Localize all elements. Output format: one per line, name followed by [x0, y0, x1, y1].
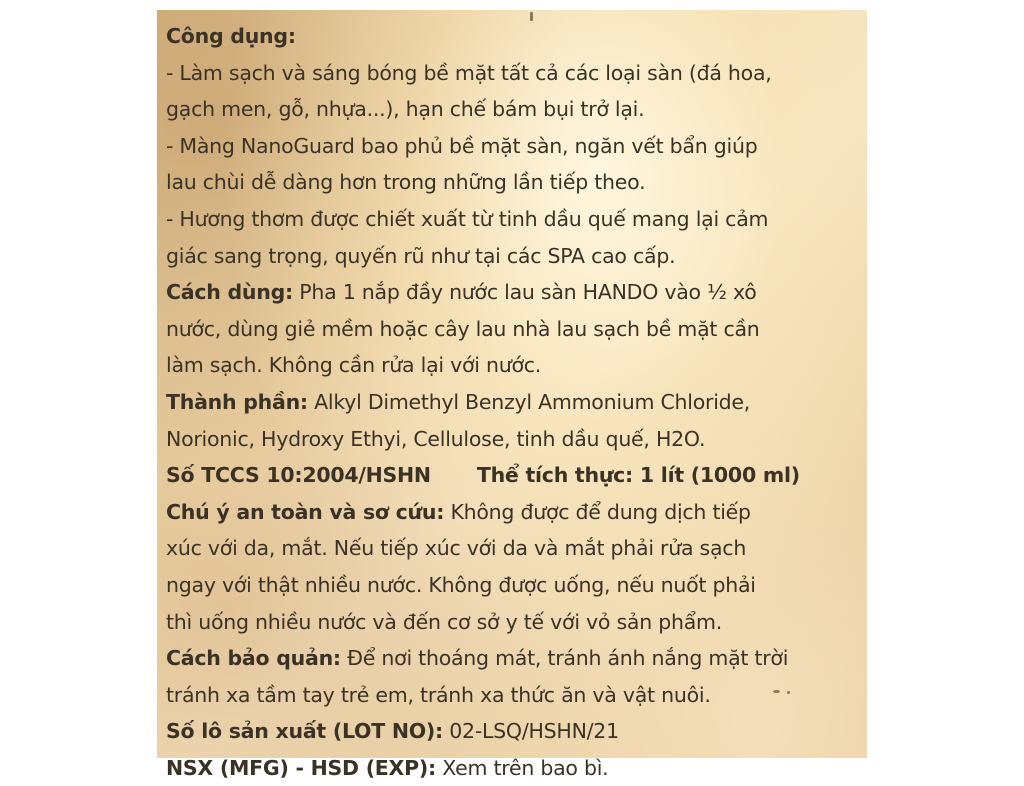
safety-line-1 [166, 494, 866, 531]
usage-heading: Cách dùng: [166, 280, 293, 305]
usage-text-1: Pha 1 nắp đầy nước lau sàn HANDO vào ½ xô [293, 280, 757, 305]
lot-heading: Số lô sản xuất (LOT NO): [166, 719, 443, 744]
net-volume: Thể tích thực: 1 lít (1000 ml) [476, 463, 800, 488]
product-label-photo [157, 10, 867, 780]
uses-line-4: lau chùi dễ dàng hơn trong những lần tiếp theo. [166, 170, 646, 195]
uses-line-6: giác sang trọng, quyến rũ như tại các SPA cao cấp. [166, 243, 676, 268]
safety-line-4: thì uống nhiều nước và đến cơ sở y tế với vỏ sản phẩm. [166, 609, 723, 634]
label-text [166, 18, 866, 786]
uses-heading: Công dụng: [166, 24, 296, 48]
uses-line-3: - Màng NanoGuard bao phủ bề mặt sàn, ngăn vết bẩn giúp [166, 133, 758, 158]
dates-value: Xem trên bao bì. [435, 755, 609, 780]
uses-line-5: - Hương thơm được chiết xuất từ tinh dầu quế mang lại cảm [166, 206, 769, 231]
ingredients-line-2: Norionic, Hydroxy Ethyi, Cellulose, tinh dầu quế, H2O. [166, 426, 706, 451]
usage-line-3: làm sạch. Không cần rửa lại với nước. [166, 353, 542, 378]
uses-line-1: - Làm sạch và sáng bóng bề mặt tất cả các loại sàn (đá hoa, [166, 60, 772, 85]
lot-number: 02-LSQ/HSHN/21 [443, 719, 619, 744]
safety-line-3: ngay với thật nhiều nước. Không được uống, nếu nuốt phải [166, 572, 756, 597]
lot-line [166, 713, 866, 750]
storage-line-1 [166, 640, 866, 677]
storage-text-1: Để nơi thoáng mát, tránh ánh nắng mặt trời [340, 646, 789, 671]
dates-heading: NSX (MFG) - HSD (EXP): [166, 755, 436, 780]
safety-heading: Chú ý an toàn và sơ cứu: [166, 499, 445, 524]
usage-line-1 [166, 274, 866, 311]
safety-text-1: Không được để dung dịch tiếp [444, 499, 751, 524]
tccs-number: Số TCCS 10:2004/HSHN [166, 463, 431, 488]
dates-line [166, 750, 866, 786]
uses-line-2: gạch men, gỗ, nhựa...), hạn chế bám bụi trở lại. [166, 97, 645, 122]
storage-heading: Cách bảo quản: [166, 646, 341, 671]
ingredients-text-1: Alkyl Dimethyl Benzyl Ammonium Chloride, [307, 389, 751, 414]
storage-line-2: tránh xa tầm tay trẻ em, tránh xa thức ăn và vật nuôi. [166, 682, 711, 707]
ingredients-heading: Thành phần: [166, 389, 308, 414]
uses-heading-line [166, 18, 866, 55]
safety-line-2: xúc với da, mắt. Nếu tiếp xúc với da và mắt phải rửa sạch [166, 536, 747, 561]
ingredients-line-1 [166, 384, 866, 421]
standard-line [166, 457, 866, 494]
usage-line-2: nước, dùng giẻ mềm hoặc cây lau nhà lau sạch bề mặt cần [166, 316, 760, 341]
